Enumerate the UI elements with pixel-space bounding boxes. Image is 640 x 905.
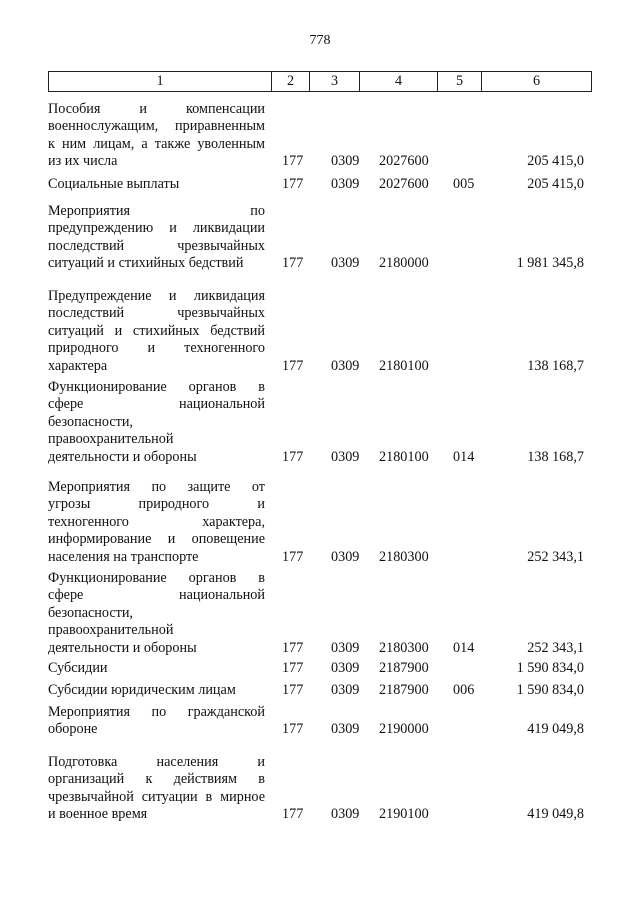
cell-c5: 006 bbox=[453, 682, 475, 698]
cell-c2: 177 bbox=[282, 806, 304, 823]
cell-c6: 252 343,1 bbox=[527, 639, 584, 656]
cell-c5: 005 bbox=[453, 176, 475, 192]
row-description bbox=[48, 379, 265, 466]
header-col-6: 6 bbox=[532, 73, 541, 89]
description-line: к ним лицам, а также уволенным bbox=[48, 135, 265, 152]
cell-c3: 0309 bbox=[331, 448, 360, 465]
cell-c2: 177 bbox=[282, 255, 304, 272]
cell-c4: 2187900 bbox=[379, 682, 429, 698]
cell-c3: 0309 bbox=[331, 255, 360, 272]
description-line: характера bbox=[48, 357, 108, 374]
header-col-2: 2 bbox=[272, 72, 310, 91]
cell-c6: 1 590 834,0 bbox=[516, 660, 584, 676]
row-description bbox=[48, 288, 265, 375]
cell-c6: 138 168,7 bbox=[527, 357, 584, 374]
description-line: чрезвычайной ситуации в мирное bbox=[48, 788, 265, 805]
description-line: ситуаций и стихийных бедствий bbox=[48, 322, 265, 339]
description-line: Социальные выплаты bbox=[48, 176, 180, 192]
cell-c3: 0309 bbox=[331, 639, 360, 656]
cell-c4: 2180300 bbox=[379, 548, 429, 565]
cell-c3: 0309 bbox=[331, 682, 360, 698]
row-description bbox=[48, 704, 265, 739]
description-line: сфере национальной bbox=[48, 587, 265, 604]
cell-c2: 177 bbox=[282, 682, 304, 698]
row-description bbox=[48, 176, 265, 193]
cell-c2: 177 bbox=[282, 448, 304, 465]
header-col-4: 4 bbox=[360, 72, 438, 91]
cell-c2: 177 bbox=[282, 176, 304, 192]
header-col-3: 3 bbox=[310, 72, 360, 91]
cell-c3: 0309 bbox=[331, 806, 360, 823]
cell-c4: 2187900 bbox=[379, 660, 429, 676]
cell-c6: 1 590 834,0 bbox=[516, 682, 584, 698]
description-line: деятельности и обороны bbox=[48, 639, 197, 656]
description-line: ситуаций и стихийных бедствий bbox=[48, 255, 244, 272]
description-line: деятельности и обороны bbox=[48, 448, 197, 465]
description-line: Подготовка населения и bbox=[48, 754, 265, 770]
row-description bbox=[48, 660, 265, 677]
description-line: Субсидии bbox=[48, 660, 108, 676]
description-line: Мероприятия по защите от bbox=[48, 479, 265, 495]
cell-c4: 2180000 bbox=[379, 255, 429, 272]
description-line: техногенного характера, bbox=[48, 513, 265, 530]
cell-c2: 177 bbox=[282, 639, 304, 656]
row-description bbox=[48, 570, 265, 657]
cell-c6: 138 168,7 bbox=[527, 448, 584, 465]
description-line: и военное время bbox=[48, 806, 148, 823]
cell-c3: 0309 bbox=[331, 153, 360, 170]
cell-c2: 177 bbox=[282, 660, 304, 676]
description-line: природного и техногенного bbox=[48, 340, 265, 357]
cell-c4: 2027600 bbox=[379, 153, 429, 170]
cell-c2: 177 bbox=[282, 548, 304, 565]
description-line: Пособия и компенсации bbox=[48, 101, 265, 117]
description-line: Предупреждение и ликвидация bbox=[48, 288, 265, 304]
description-line: населения на транспорте bbox=[48, 548, 199, 565]
cell-c4: 2180100 bbox=[379, 448, 429, 465]
description-line: угрозы природного и bbox=[48, 496, 265, 513]
description-line: последствий чрезвычайных bbox=[48, 305, 265, 322]
cell-c2: 177 bbox=[282, 357, 304, 374]
cell-c3: 0309 bbox=[331, 176, 360, 192]
row-description bbox=[48, 479, 265, 566]
cell-c4: 2190100 bbox=[379, 806, 429, 823]
description-line: безопасности, bbox=[48, 413, 133, 430]
cell-c5: 014 bbox=[453, 639, 475, 656]
cell-c2: 177 bbox=[282, 721, 304, 738]
description-line: обороне bbox=[48, 721, 98, 738]
description-line: организаций к действиям в bbox=[48, 771, 265, 788]
description-line: Функционирование органов в bbox=[48, 379, 265, 395]
cell-c6: 419 049,8 bbox=[527, 721, 584, 738]
row-description bbox=[48, 682, 265, 699]
row-description bbox=[48, 101, 265, 171]
cell-c3: 0309 bbox=[331, 548, 360, 565]
header-col-1: 1 bbox=[49, 72, 272, 91]
description-line: информирование и оповещение bbox=[48, 531, 265, 548]
cell-c2: 177 bbox=[282, 153, 304, 170]
cell-c6: 252 343,1 bbox=[527, 548, 584, 565]
description-line: из их числа bbox=[48, 153, 118, 170]
page-number: 778 bbox=[309, 33, 331, 48]
description-line: правоохранительной bbox=[48, 622, 174, 639]
cell-c3: 0309 bbox=[331, 357, 360, 374]
cell-c3: 0309 bbox=[331, 721, 360, 738]
header-col-5: 5 bbox=[438, 72, 482, 91]
description-line: Мероприятия по bbox=[48, 203, 265, 219]
cell-c4: 2180100 bbox=[379, 357, 429, 374]
description-line: предупреждению и ликвидации bbox=[48, 220, 265, 237]
description-line: сфере национальной bbox=[48, 396, 265, 413]
cell-c6: 205 415,0 bbox=[527, 176, 584, 192]
description-line: Субсидии юридическим лицам bbox=[48, 682, 236, 698]
cell-c4: 2190000 bbox=[379, 721, 429, 738]
row-description bbox=[48, 754, 265, 824]
cell-c6: 205 415,0 bbox=[527, 153, 584, 170]
cell-c4: 2027600 bbox=[379, 176, 429, 192]
cell-c5: 014 bbox=[453, 448, 475, 465]
description-line: Функционирование органов в bbox=[48, 570, 265, 586]
description-line: правоохранительной bbox=[48, 431, 174, 448]
description-line: безопасности, bbox=[48, 604, 133, 621]
description-line: Мероприятия по гражданской bbox=[48, 704, 265, 720]
row-description bbox=[48, 203, 265, 273]
description-line: военнослужащим, приравненным bbox=[48, 118, 265, 135]
cell-c4: 2180300 bbox=[379, 639, 429, 656]
cell-c6: 419 049,8 bbox=[527, 806, 584, 823]
table-header bbox=[48, 71, 592, 92]
cell-c3: 0309 bbox=[331, 660, 360, 676]
cell-c6: 1 981 345,8 bbox=[516, 255, 584, 272]
description-line: последствий чрезвычайных bbox=[48, 237, 265, 254]
